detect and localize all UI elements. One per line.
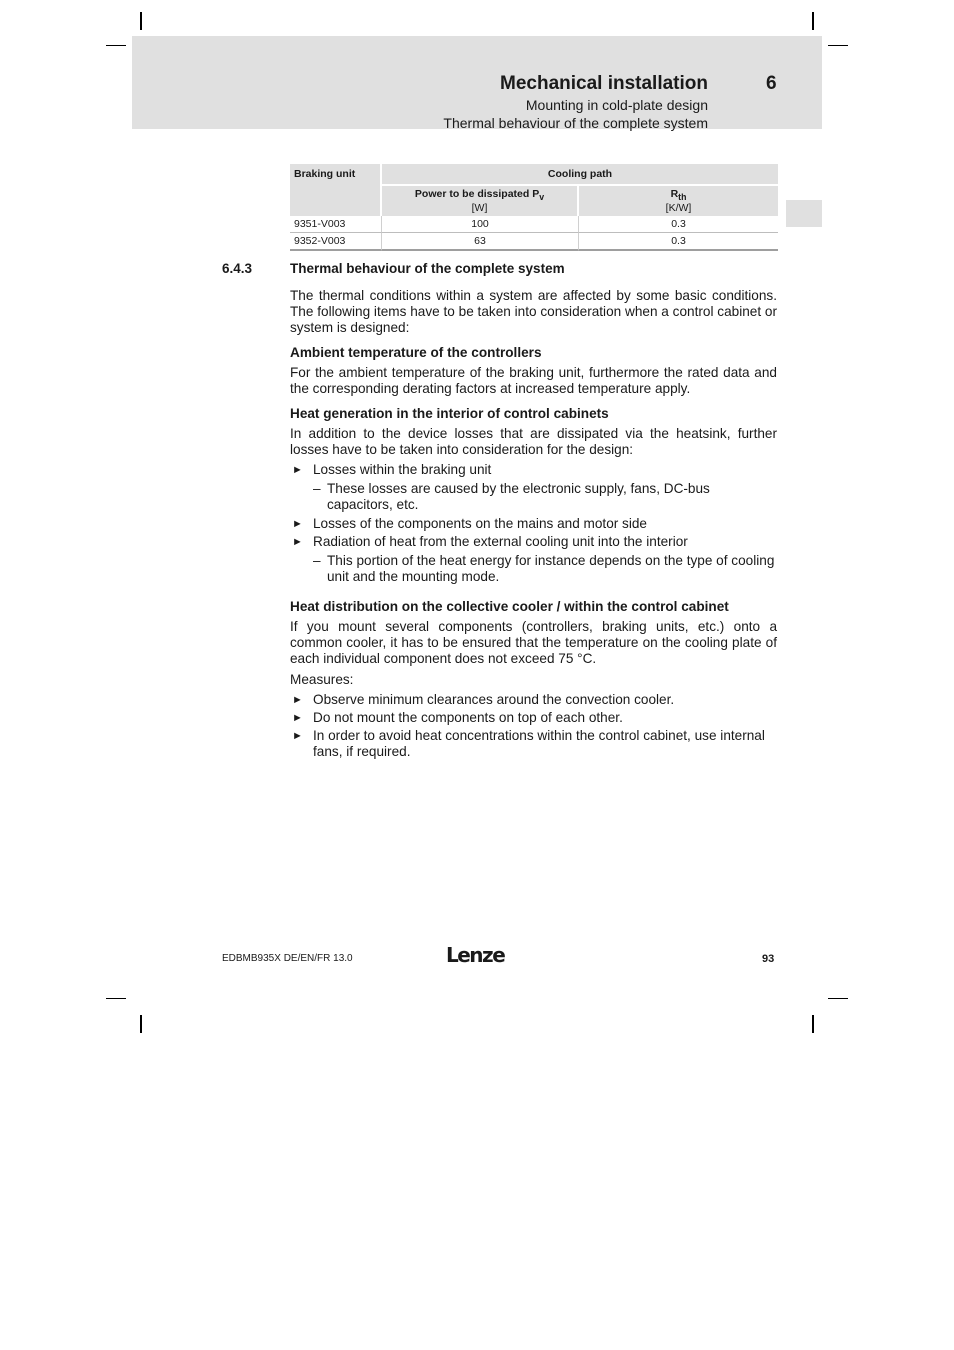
ambient-paragraph: For the ambient temperature of the braking unit, furthermore the rated data and the corresponding derating factors at increased temperature apply.: [290, 365, 777, 396]
table-row: [290, 216, 778, 233]
cell-rth: 0.3: [579, 233, 778, 251]
header-rth-sub: th: [678, 192, 687, 203]
cell-power: 100: [382, 216, 579, 233]
crop-mark: [106, 998, 126, 999]
heatdist-heading: Heat distribution on the collective cooler / within the control cabinet: [290, 599, 729, 614]
sub-list-item: – This portion of the heat energy for instance depends on the type of cooling unit and the mounting mode.: [313, 553, 777, 585]
header-power: [382, 186, 579, 216]
header-rth: [579, 186, 778, 216]
page-number: 93: [762, 953, 775, 965]
cell-power: 63: [382, 233, 579, 251]
section-title: Thermal behaviour of the complete system: [290, 261, 565, 276]
header-rth-label: R: [670, 188, 679, 200]
chapter-side-tab: [786, 200, 822, 227]
sub-list: [313, 481, 777, 513]
crop-mark: [828, 998, 848, 999]
measures-label: Measures:: [290, 672, 354, 687]
section-number: 6.4.3: [222, 261, 253, 276]
header-subtitle-2: Thermal behaviour of the complete system: [443, 115, 708, 131]
intro-paragraph: The thermal conditions within a system are affected by some basic conditions. The following items have to be taken into consideration when a control cabinet or system is designed:: [290, 288, 777, 335]
sub-list: [313, 553, 777, 585]
cell-rth: 0.3: [579, 216, 778, 233]
lenze-logo: Lenze: [446, 943, 505, 967]
ambient-heading: Ambient temperature of the controllers: [290, 345, 542, 360]
list-item: ► In order to avoid heat concentrations within the control cabinet, use internal fans, if required.: [290, 728, 777, 760]
list-item: ► Observe minimum clearances around the convection cooler.: [290, 692, 777, 708]
crop-mark: [140, 1015, 142, 1033]
crop-mark: [140, 12, 142, 30]
crop-mark: [812, 12, 814, 30]
heatgen-heading: Heat generation in the interior of control cabinets: [290, 406, 609, 421]
list-item-text: Losses within the braking unit: [313, 462, 492, 477]
chapter-number: 6: [766, 73, 777, 94]
list-item: [290, 516, 777, 532]
table-row: [290, 233, 778, 251]
header-power-sub: v: [539, 192, 545, 203]
chapter-title: Mechanical installation: [500, 73, 708, 94]
measures-list: [290, 692, 777, 760]
header-subtitle-1: Mounting in cold-plate design: [525, 97, 708, 113]
list-item: [290, 534, 777, 585]
sub-list-item: – These losses are caused by the electronic supply, fans, DC-bus capacitors, etc.: [313, 481, 777, 513]
crop-mark: [828, 45, 848, 46]
list-item-text: Losses of the components on the mains and motor side: [313, 516, 647, 531]
heatgen-paragraph: In addition to the device losses that are dissipated via the heatsink, further losses have to be taken into consideration for the design:: [290, 426, 777, 457]
crop-mark: [812, 1015, 814, 1033]
crop-mark: [106, 45, 126, 46]
list-item: ► Do not mount the components on top of each other.: [290, 710, 777, 726]
document-id: EDBMB935X DE/EN/FR 13.0: [222, 953, 353, 964]
header-braking-unit: Braking unit: [290, 164, 382, 216]
heatdist-paragraph: If you mount several components (controllers, braking units, etc.) onto a common cooler, it has to be ensured that the temperature on the cooling plate of each individual component does not exceed 75 °C.: [290, 619, 777, 666]
header-power-unit: [W]: [471, 202, 488, 215]
header-rth-unit: [K/W]: [665, 202, 692, 215]
braking-unit-table: [290, 164, 778, 251]
list-item-text: Radiation of heat from the external cooling unit into the interior: [313, 534, 688, 549]
cell-unit: 9352-V003: [290, 233, 382, 251]
section-body: [290, 288, 777, 769]
header-cooling-path: Cooling path: [382, 164, 778, 186]
header-power-label: Power to be dissipated P: [414, 188, 540, 200]
list-item: [290, 462, 777, 513]
heatgen-list: [290, 462, 777, 585]
cell-unit: 9351-V003: [290, 216, 382, 233]
